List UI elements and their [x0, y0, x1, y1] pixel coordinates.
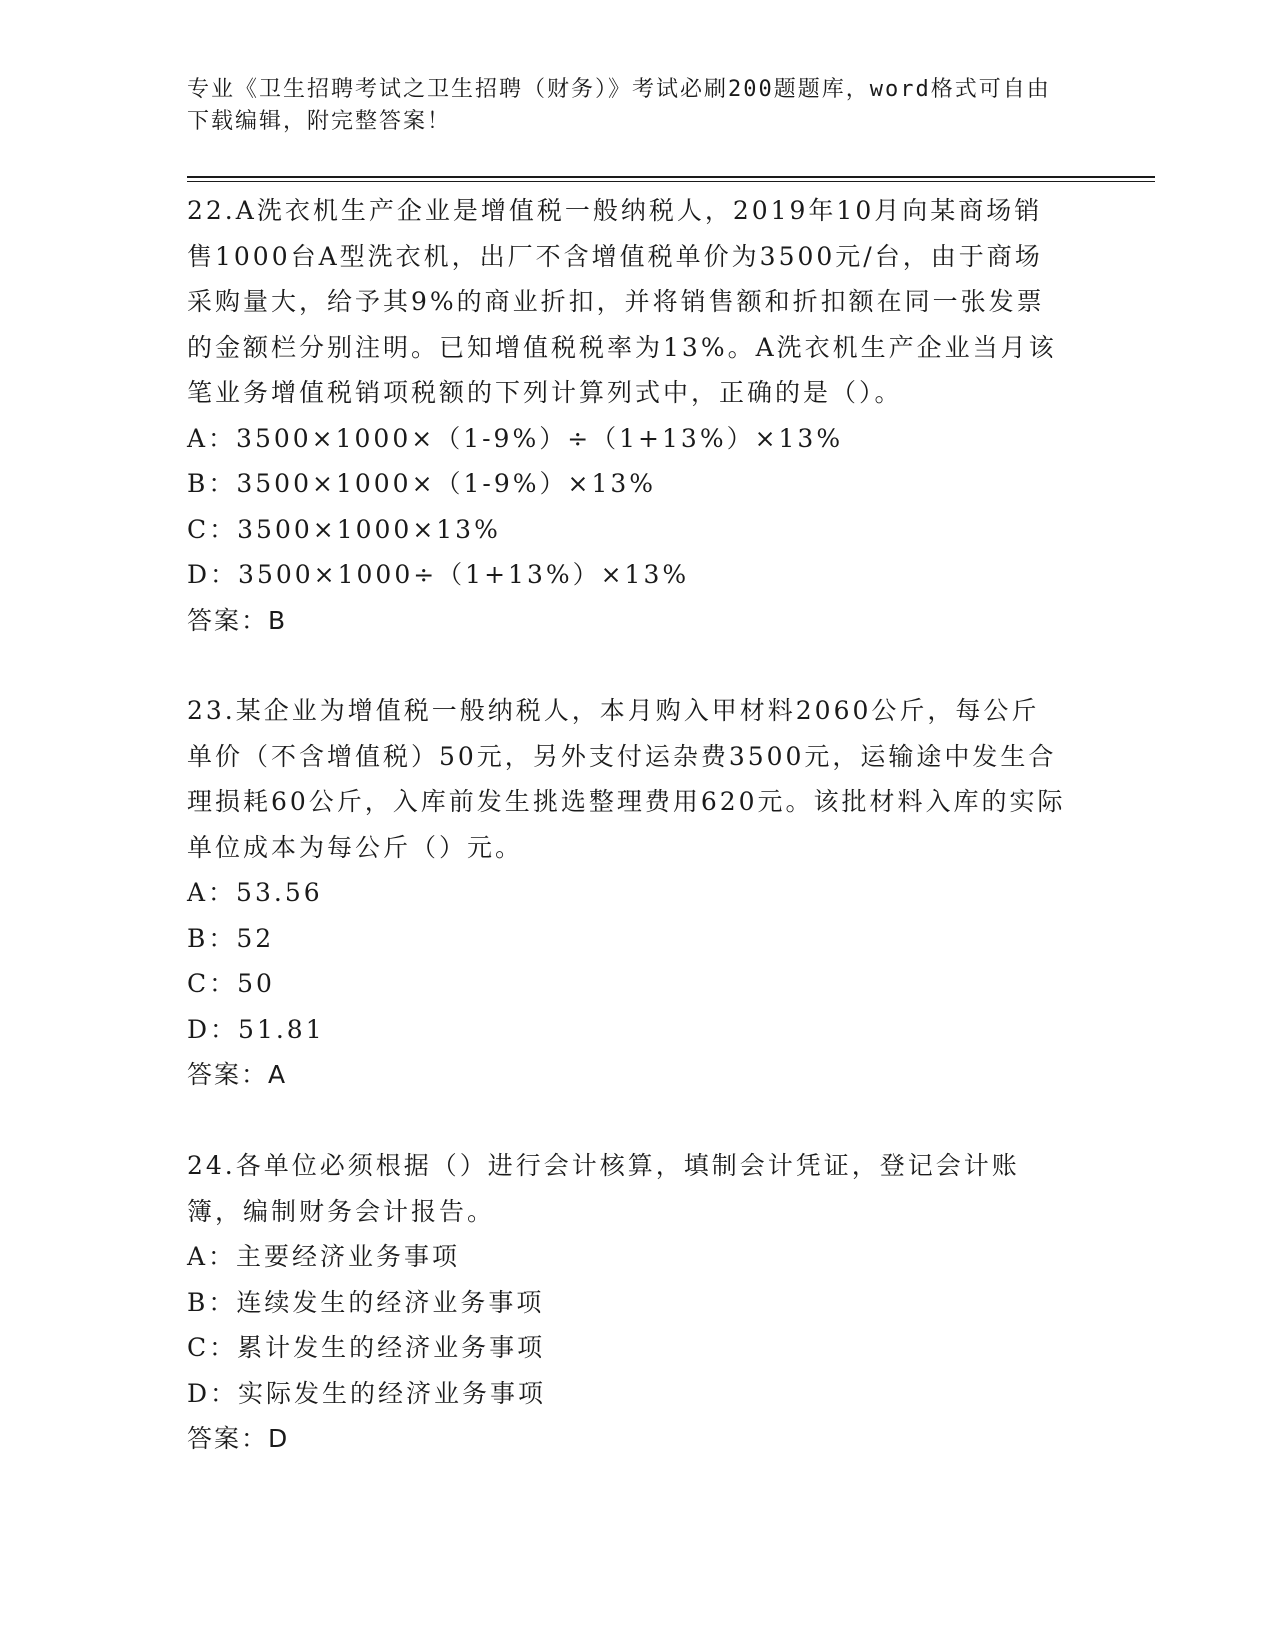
answer: 答案：A: [187, 1060, 288, 1089]
option-d: D：51.81: [187, 1014, 325, 1044]
question-stem: 23.某企业为增值税一般纳税人，本月购入甲材料2060公斤，每公斤单价（不含增值税）50元，另外支付运杂费3500元，运输途中发生合理损耗60公斤，入库前发生挑选整理费用620元。该批材料入库的实际单位成本为每公斤（）元。: [187, 696, 1066, 862]
option-a: A：53.56: [187, 878, 323, 907]
header-divider-thin: [187, 181, 1155, 182]
option-c: C：3500×1000×13%: [187, 514, 501, 544]
question-stem: 24.各单位必须根据（）进行会计核算，填制会计凭证，登记会计账簿，编制财务会计报告。: [187, 1151, 1020, 1226]
question-23: [187, 688, 1087, 1098]
option-d: D：3500×1000÷（1+13%）×13%: [187, 560, 690, 589]
option-d: D：实际发生的经济业务事项: [187, 1378, 547, 1408]
option-c: C：累计发生的经济业务事项: [187, 1333, 546, 1362]
question-stem: 22.A洗衣机生产企业是增值税一般纳税人，2019年10月向某商场销售1000台A型洗衣机，出厂不含增值税单价为3500元/台，由于商场采购量大，给予其9%的商业折扣，并将销售额和折扣额在同一张发票的金额栏分别注明。已知增值税税率为13%。A洗衣机生产企业当月该笔业务增值税销项税额的下列计算列式中，正确的是（）。: [187, 196, 1057, 407]
option-a: A：主要经济业务事项: [187, 1242, 461, 1271]
question-22: [187, 188, 1087, 643]
answer: 答案：B: [187, 605, 288, 635]
question-24: [187, 1143, 1087, 1462]
option-b: B：连续发生的经济业务事项: [187, 1287, 545, 1317]
header-divider-thick: [187, 176, 1155, 178]
option-c: C：50: [187, 969, 275, 998]
option-b: B：3500×1000×（1-9%）×13%: [187, 469, 657, 498]
option-a: A：3500×1000×（1-9%）÷（1+13%）×13%: [187, 423, 844, 453]
document-header: 专业《卫生招聘考试之卫生招聘（财务）》考试必刷200题题库，word格式可自由下载编辑，附完整答案！: [187, 77, 1051, 134]
answer: 答案：D: [187, 1424, 290, 1453]
option-b: B：52: [187, 923, 275, 953]
